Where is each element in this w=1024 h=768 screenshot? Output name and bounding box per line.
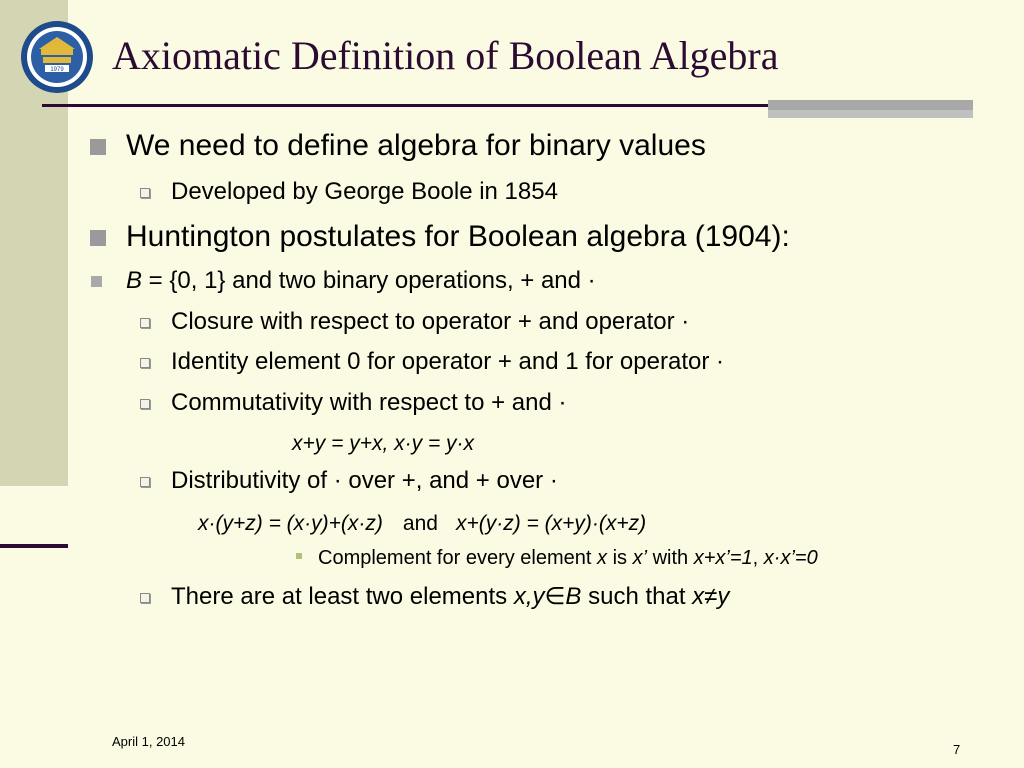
left-accent-line [0, 544, 68, 548]
square-bullet-icon [90, 139, 106, 155]
complement-text: Complement for every element [318, 547, 598, 569]
bullet-commutativity: Commutativity with respect to + and · [171, 389, 567, 416]
small-square-bullet-icon [296, 553, 302, 559]
two-elements-such-that: such that [581, 583, 693, 610]
square-bullet-icon [90, 230, 106, 246]
formula-and: and [402, 512, 438, 535]
page-number: 7 [953, 742, 961, 757]
slide-title: Axiomatic Definition of Boolean Algebra [112, 33, 779, 78]
complement-x: x [597, 547, 608, 569]
complement-eq1: x+x’=1 [693, 547, 753, 569]
two-elements-text: There are at least two elements [171, 583, 514, 610]
hollow-square-bullet-icon [140, 593, 150, 603]
bullet-complement [318, 548, 818, 568]
bullet-binary-values: We need to define algebra for binary values [126, 129, 706, 162]
university-logo [19, 19, 95, 95]
hollow-square-bullet-icon [140, 358, 150, 368]
complement-is: is [607, 547, 633, 569]
bullet-closure: Closure with respect to operator + and operator · [171, 308, 690, 335]
two-elements-xy: x,y [513, 583, 545, 610]
formula-distributivity-a: x·(y+z) = (x·y)+(x·z) [198, 512, 383, 535]
footer-date: April 1, 2014 [112, 734, 185, 749]
bullet-george-boole: Developed by George Boole in 1854 [171, 178, 558, 205]
formula-distributivity-b: x+(y·z) = (x+y)·(x+z) [455, 512, 647, 535]
bullet-two-elements [171, 585, 729, 609]
title-grey-bar-shade [768, 110, 973, 118]
complement-comma: , [752, 547, 764, 569]
bullet-huntington: Huntington postulates for Boolean algebra (1904): [126, 220, 790, 253]
bullet-identity: Identity element 0 for operator + and 1 for operator · [171, 348, 724, 375]
bullet-distributivity: Distributivity of · over +, and + over · [171, 467, 558, 494]
hollow-square-bullet-icon [140, 188, 150, 198]
complement-with: with [647, 547, 694, 569]
formula-distributivity [198, 513, 646, 534]
var-b: B [126, 267, 143, 294]
bullet-set-b [126, 269, 596, 293]
formula-commutativity: x+y = y+x, x·y = y·x [292, 432, 475, 455]
square-bullet-icon [91, 276, 102, 287]
complement-xprime: x’ [632, 547, 648, 569]
hollow-square-bullet-icon [140, 399, 150, 409]
hollow-square-bullet-icon [140, 477, 150, 487]
complement-eq2: x·x’=0 [763, 547, 818, 569]
set-b-text: = {0, 1} and two binary operations, + and · [142, 267, 596, 294]
two-elements-b: B [565, 583, 582, 610]
logo-year: 1979 [50, 67, 64, 73]
two-elements-neq: x≠y [692, 583, 730, 610]
hollow-square-bullet-icon [140, 318, 150, 328]
element-of-symbol: ∈ [544, 583, 566, 610]
